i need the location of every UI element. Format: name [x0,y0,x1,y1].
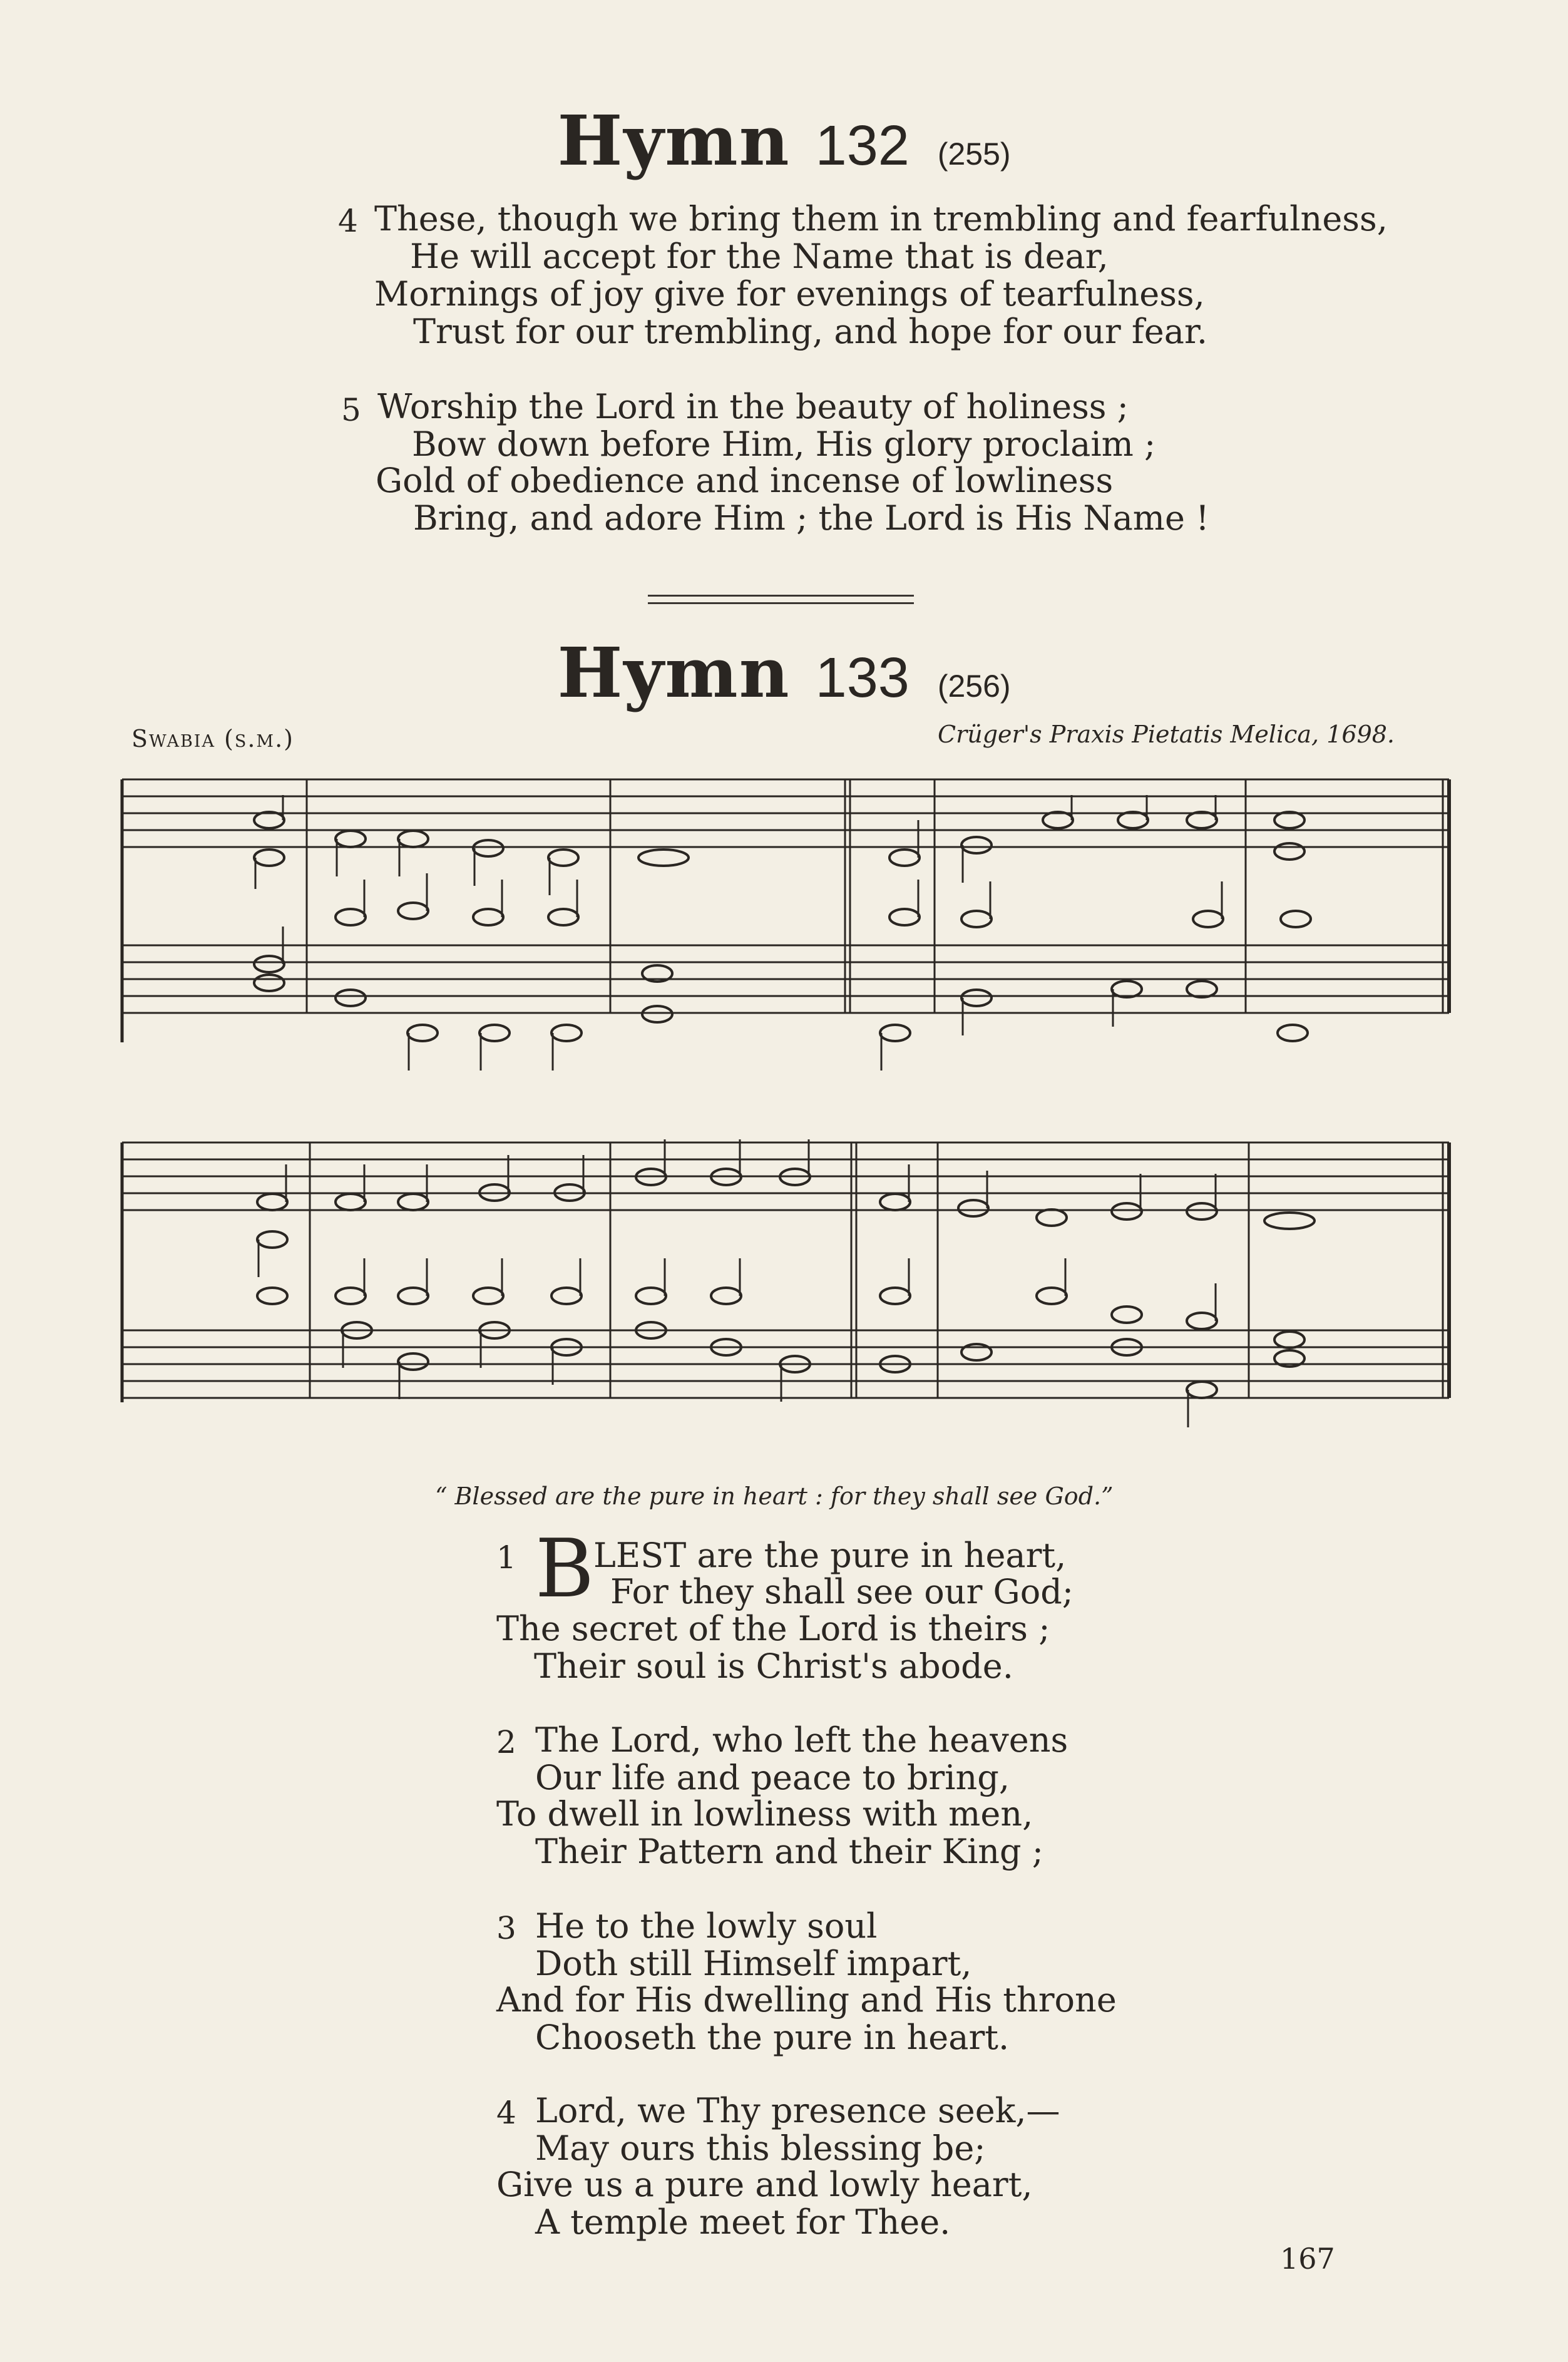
music-score-system-2 [0,1114,1568,1465]
verse-line: Trust for our trembling, and hope for our fear. [413,312,1207,351]
verse-line: May ours this blessing be; [535,2128,986,2168]
verse-line: The secret of the Lord is theirs ; [496,1609,1050,1648]
page-number: 167 [1280,2242,1335,2276]
verse-number: 5 [341,392,361,428]
verse-line: Give us a pure and lowly heart, [496,2165,1033,2204]
verse-line: Our life and peace to bring, [535,1758,1010,1797]
treble-staff-lines [122,1142,1449,1210]
verse-number: 2 [496,1724,516,1760]
hymn-132-number: 132 [815,115,910,177]
verse-line: Their soul is Christ's abode. [534,1646,1013,1686]
verse-line: Their Pattern and their King ; [535,1832,1043,1871]
hymn-132-title-word: Hymn [557,100,791,181]
verse-number: 3 [496,1910,516,1946]
verse-line: Doth still Himself impart, [535,1944,972,1983]
verse-line: And for His dwelling and His throne [496,1980,1117,2020]
treble-staff-lines [122,779,1449,847]
verse-line: LEST are the pure in heart, [593,1536,1067,1575]
verse-line: These, though we bring them in trembling and fearfulness, [374,199,1388,239]
hymn-132-alt-number: (255) [937,136,1011,172]
music-score-system-1 [0,757,1568,1108]
hymn-133-heading [0,632,1568,713]
divider-rule-bottom [648,602,914,604]
verse-line: A temple meet for Thee. [535,2202,951,2242]
bass-staff-lines [122,1330,1449,1398]
verse-line: Bow down before Him, His glory proclaim ; [412,424,1156,464]
verse-number: 4 [496,2095,516,2131]
verse-number: 4 [338,203,358,239]
bass-staff-lines [122,945,1449,1013]
tune-source: Crüger's Praxis Pietatis Melica, 1698. [938,721,1395,748]
divider-rule-top [648,595,914,597]
verse-line: Bring, and adore Him ; the Lord is His Name ! [413,498,1209,538]
drop-cap: B [535,1522,595,1616]
hymn-132-heading [0,100,1568,181]
verse-line: Lord, we Thy presence seek,— [535,2091,1060,2130]
verse-number: 1 [496,1539,516,1576]
verse-line: Mornings of joy give for evenings of tearfulness, [374,274,1205,314]
verse-line: Gold of obedience and incense of lowliness [376,461,1114,500]
verse-line: For they shall see our God; [610,1572,1074,1611]
verse-line: Worship the Lord in the beauty of holiness ; [377,387,1129,426]
verse-line: Chooseth the pure in heart. [535,2018,1010,2057]
hymn-133-number: 133 [815,647,910,709]
verse-line: He to the lowly soul [535,1906,878,1946]
tune-name: Swabia (s.m.) [131,725,294,752]
hymn-133-title-word: Hymn [557,632,791,713]
verse-line: The Lord, who left the heavens [535,1720,1068,1760]
verse-line: He will accept for the Name that is dear, [410,237,1109,276]
epigraph: “ Blessed are the pure in heart : for they shall see God.” [435,1482,1114,1510]
verse-line: To dwell in lowliness with men, [496,1794,1033,1834]
hymn-133-alt-number: (256) [937,669,1011,704]
